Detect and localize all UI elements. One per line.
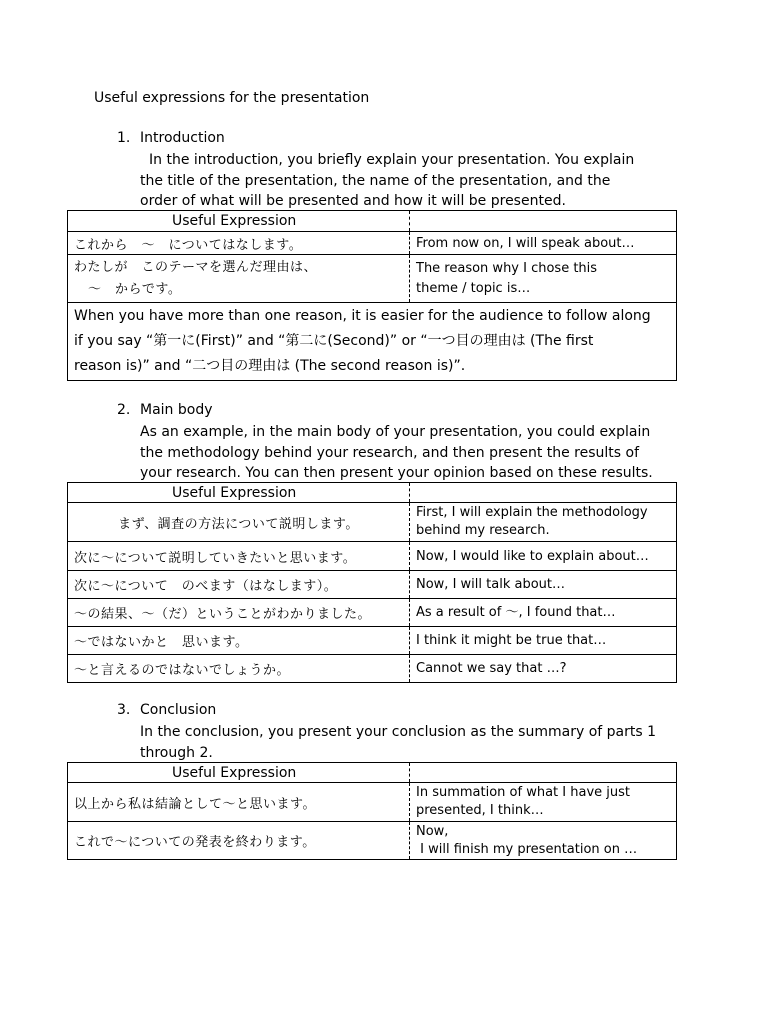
english-expression-line: theme / topic is…: [416, 280, 531, 296]
english-expression-line: Now,: [416, 823, 449, 839]
table-row: [68, 822, 677, 860]
section-paragraph-introduction: [140, 150, 680, 212]
japanese-expression: ～ではないかと 思います。: [74, 635, 249, 650]
japanese-expression: ～と言えるのではないでしょうか。: [74, 663, 291, 678]
section-number: 3.: [117, 702, 131, 718]
english-expression: Cannot we say that …?: [410, 655, 677, 683]
section-paragraph-conclusion: [140, 722, 680, 763]
table-row: [68, 655, 677, 683]
japanese-expression: まず、調査の方法について説明します。: [118, 516, 359, 532]
table-header-row: [68, 763, 677, 783]
japanese-expression: ～の結果、～（だ）ということがわかりました。: [74, 607, 372, 622]
table-header-cell: Useful Expression: [68, 763, 410, 783]
japanese-expression-line: ～ からです。: [88, 281, 182, 297]
japanese-expression: これで～についての発表を終わります。: [74, 835, 316, 850]
paragraph-line: order of what will be presented and how it will be presented.: [140, 193, 566, 209]
expression-table-main-body: [67, 482, 677, 683]
section-title: Introduction: [140, 130, 225, 146]
paragraph-line: the methodology behind your research, and then present the results of: [140, 444, 640, 461]
paragraph-line: the title of the presentation, the name of the presentation, and the: [140, 172, 611, 189]
table-row: [68, 503, 677, 542]
section-title: Main body: [140, 402, 213, 418]
table-row: [68, 232, 677, 255]
section-heading-introduction: [117, 130, 225, 146]
english-expression-line: The reason why I chose this: [416, 260, 598, 276]
english-expression-line: I will finish my presentation on …: [416, 841, 638, 857]
english-expression: I think it might be true that…: [410, 627, 677, 655]
section-title: Conclusion: [140, 702, 217, 718]
table-header-blank: [410, 211, 677, 232]
note-line: When you have more than one reason, it is easier for the audience to follow along: [74, 308, 651, 324]
table-row: [68, 571, 677, 599]
table-header-row: [68, 211, 677, 232]
english-expression-line: First, I will explain the methodology: [416, 505, 648, 520]
paragraph-line: through 2.: [140, 744, 213, 761]
section-heading-conclusion: [117, 702, 216, 718]
table-note-row: [68, 303, 677, 381]
japanese-expression: 次に～について のべます（はなします）。: [74, 579, 338, 594]
paragraph-line: In the conclusion, you present your conclusion as the summary of parts 1: [140, 724, 657, 740]
japanese-expression: これから ～ についてはなします。: [74, 237, 303, 253]
table-note: [68, 303, 677, 381]
section-number: 1.: [117, 130, 131, 146]
section-number: 2.: [117, 402, 131, 418]
english-expression: As a result of ～, I found that…: [410, 599, 677, 627]
english-expression-line: In summation of what I have just: [416, 785, 630, 800]
table-header-cell: Useful Expression: [68, 483, 410, 503]
table-row: [68, 627, 677, 655]
section-heading-main-body: [117, 402, 213, 418]
japanese-expression-line: わたしが このテーマを選んだ理由は、: [74, 259, 318, 275]
english-expression: Now, I would like to explain about…: [410, 542, 677, 571]
expression-table-conclusion: [67, 762, 677, 860]
table-header-blank: [410, 483, 677, 503]
paragraph-line: As an example, in the main body of your presentation, you could explain: [140, 424, 651, 440]
english-expression-line: behind my research.: [416, 523, 550, 538]
section-paragraph-main-body: [140, 422, 680, 484]
english-expression: Now, I will talk about…: [410, 571, 677, 599]
english-expression: From now on, I will speak about…: [410, 232, 677, 255]
table-header-row: [68, 483, 677, 503]
table-header-blank: [410, 763, 677, 783]
japanese-expression: 以上から私は結論として～と思います。: [74, 796, 316, 812]
table-row: [68, 542, 677, 571]
table-row: [68, 599, 677, 627]
paragraph-line: In the introduction, you briefly explain your presentation. You explain: [149, 152, 635, 168]
table-row: [68, 255, 677, 303]
note-line: if you say “第一に(First)” and “第二に(Second)” or “一つ目の理由は (The first: [74, 333, 594, 349]
note-line: reason is)” and “二つ目の理由は (The second reason is)”.: [74, 358, 466, 374]
document-title: Useful expressions for the presentation: [94, 90, 370, 106]
japanese-expression: 次に～について説明していきたいと思います。: [74, 550, 357, 566]
expression-table-introduction: [67, 210, 677, 381]
english-expression-line: presented, I think…: [416, 803, 544, 818]
paragraph-line: your research. You can then present your opinion based on these results.: [140, 465, 653, 481]
table-row: [68, 783, 677, 822]
table-header-cell: Useful Expression: [68, 211, 410, 232]
